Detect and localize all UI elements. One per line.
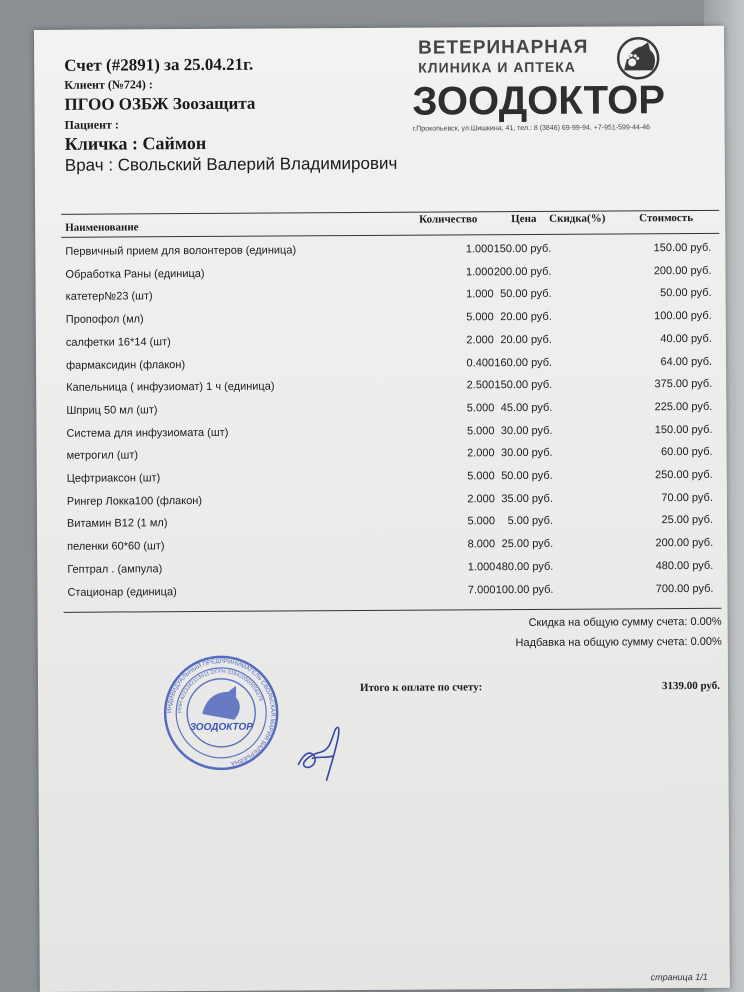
col-name-header: Наименование [65, 221, 139, 234]
table-row [63, 489, 721, 515]
logo-line1: ВЕТЕРИНАРНАЯ [418, 36, 589, 59]
row-sum: 50.00 руб. [660, 287, 712, 300]
table-bottom-rule [64, 608, 722, 613]
row-price: 150.00 руб. [493, 242, 552, 256]
table-row [63, 511, 721, 537]
row-qty: 5.000 [467, 470, 495, 483]
table-row [62, 398, 720, 424]
col-discount-header: Скидка(%) [549, 212, 606, 225]
row-name: салфетки 16*14 (шт) [65, 335, 171, 349]
discount-total: Скидка на общую сумму счета: 0.00% [528, 615, 722, 629]
row-price: 150.00 руб. [494, 379, 553, 392]
row-name: Капельница ( инфузиомат) 1 ч (единица) [66, 380, 275, 394]
row-price: 160.00 руб. [494, 356, 553, 369]
row-sum: 200.00 руб. [653, 264, 712, 277]
row-qty: 1.000 [465, 243, 494, 256]
row-sum: 480.00 руб. [655, 559, 714, 573]
svg-text:ИНДИВИДУАЛЬНЫЙ ПРЕДПРИНИМАТЕЛЬ: ИНДИВИДУАЛЬНЫЙ ПРЕДПРИНИМАТЕЛЬ СВОЛЬСКАЯ МАРИЯ ВАЛЕРЬЕВНА [167, 658, 276, 766]
row-name: метрогил (шт) [66, 449, 139, 463]
table-row [63, 534, 721, 560]
row-qty: 5.000 [466, 402, 495, 415]
row-qty: 5.000 [466, 311, 494, 324]
row-sum: 150.00 руб. [653, 241, 712, 255]
table-row [63, 557, 721, 583]
col-price-header: Цена [511, 212, 537, 226]
row-qty: 1.000 [467, 560, 496, 574]
logo-line2: КЛИНИКА И АПТЕКА [418, 58, 576, 76]
logo-address: г.Прокопьевск, ул.Шишкина, 41, тел.: 8 (3846) 69-99-94, +7-951-599-44-46 [412, 124, 651, 133]
table-row [63, 443, 721, 469]
row-sum: 40.00 руб. [660, 332, 712, 345]
row-sum: 70.00 руб. [661, 491, 713, 504]
row-qty: 2.500 [466, 379, 495, 392]
row-price: 50.00 руб. [501, 469, 553, 483]
table-row [62, 330, 720, 356]
table-row [62, 284, 720, 310]
invoice-paper [34, 26, 730, 992]
row-sum: 250.00 руб. [655, 468, 713, 482]
row-sum: 60.00 руб. [660, 446, 713, 459]
row-name: Первичный прием для волонтеров (единица) [65, 244, 297, 258]
company-stamp [162, 654, 281, 773]
row-qty: 2.000 [467, 492, 495, 506]
dog-cat-paw-icon [612, 36, 664, 80]
total-label: Итого к оплате по счету: [359, 681, 483, 695]
row-name: Пропофол (мл) [65, 313, 144, 326]
total-value: 3139.00 руб. [661, 679, 721, 693]
row-name: Рингер Локка100 (флакон) [66, 494, 203, 508]
logo-brand: ЗООДОКТОР [412, 78, 666, 124]
clinic-logo [410, 36, 691, 138]
row-qty: 8.000 [467, 538, 496, 551]
pet-name: Кличка : Саймон [64, 132, 207, 154]
row-sum: 200.00 руб. [655, 536, 714, 550]
table-row [63, 466, 721, 492]
row-qty: 7.000 [467, 583, 496, 596]
row-sum: 225.00 руб. [654, 400, 713, 414]
row-name: Витамин В12 (1 мл) [66, 517, 168, 531]
svg-text:ЗООДОКТОР: ЗООДОКТОР [189, 721, 253, 734]
row-qty: 5.000 [467, 515, 496, 528]
row-qty: 1.000 [466, 288, 494, 301]
row-price: 30.00 руб. [500, 447, 553, 460]
row-name: Система для инфузиомата (шт) [66, 426, 229, 440]
row-sum: 150.00 руб. [654, 423, 713, 436]
row-qty: 2.000 [467, 447, 495, 460]
table-row [62, 375, 720, 401]
row-qty: 0.400 [466, 356, 495, 369]
markup-total: Надбавка на общую сумму счета: 0.00% [515, 635, 722, 650]
table-row [62, 352, 720, 378]
row-name: Стационар (единица) [67, 585, 177, 599]
row-price: 25.00 руб. [501, 537, 554, 551]
row-price: 200.00 руб. [493, 265, 552, 278]
row-price: 20.00 руб. [500, 310, 552, 324]
table-top-rule [61, 210, 719, 215]
row-price: 35.00 руб. [501, 492, 553, 505]
row-price: 5.00 руб. [507, 515, 554, 528]
table-header-rule [61, 233, 719, 238]
row-sum: 25.00 руб. [661, 514, 714, 527]
row-price: 30.00 руб. [500, 424, 553, 437]
row-sum: 64.00 руб. [660, 355, 713, 368]
patient-label: Пациент : [64, 117, 119, 132]
row-name: Шприц 50 мл (шт) [66, 404, 158, 417]
page-number: страница 1/1 [650, 971, 708, 983]
row-sum: 700.00 руб. [655, 582, 714, 595]
row-name: Гептрал . (ампула) [67, 563, 163, 576]
row-price: 45.00 руб. [500, 401, 553, 415]
row-price: 480.00 руб. [495, 560, 554, 573]
svg-text:ИНН 4223342113411 ОГРН 3164205: ИНН 4223342113411 ОГРН 316420500058279 [177, 668, 264, 714]
table-row [61, 262, 719, 288]
table-row [63, 579, 721, 605]
row-name: катетер№23 (шт) [65, 290, 153, 304]
table-row [62, 307, 720, 333]
invoice-title: Счет (#2891) за 25.04.21г. [64, 54, 254, 75]
row-qty: 1.000 [465, 265, 494, 279]
table-row [62, 420, 720, 446]
row-sum: 375.00 руб. [654, 378, 713, 391]
row-price: 100.00 руб. [495, 583, 554, 596]
col-qty-header: Количество [419, 213, 478, 226]
row-name: Цефтриаксон (шт) [66, 472, 161, 485]
client-name: ПГОО ОЗБЖ Зоозащита [64, 93, 256, 114]
row-name: Обработка Раны (единица) [65, 267, 205, 281]
table-row [61, 239, 719, 265]
row-qty: 5.000 [466, 424, 495, 437]
row-price: 20.00 руб. [500, 333, 552, 346]
row-qty: 2.000 [466, 333, 494, 347]
col-sum-header: Стоимость [639, 211, 694, 225]
doctor-name: Врач : Свольский Валерий Владимирович [64, 153, 398, 175]
row-name: пеленки 60*60 (шт) [67, 540, 165, 553]
row-name: фармаксидин (флакон) [66, 358, 186, 372]
row-price: 50.00 руб. [500, 288, 552, 301]
signature-icon [290, 706, 350, 786]
row-sum: 100.00 руб. [654, 309, 712, 323]
client-label: Клиент (№724) : [64, 77, 153, 92]
